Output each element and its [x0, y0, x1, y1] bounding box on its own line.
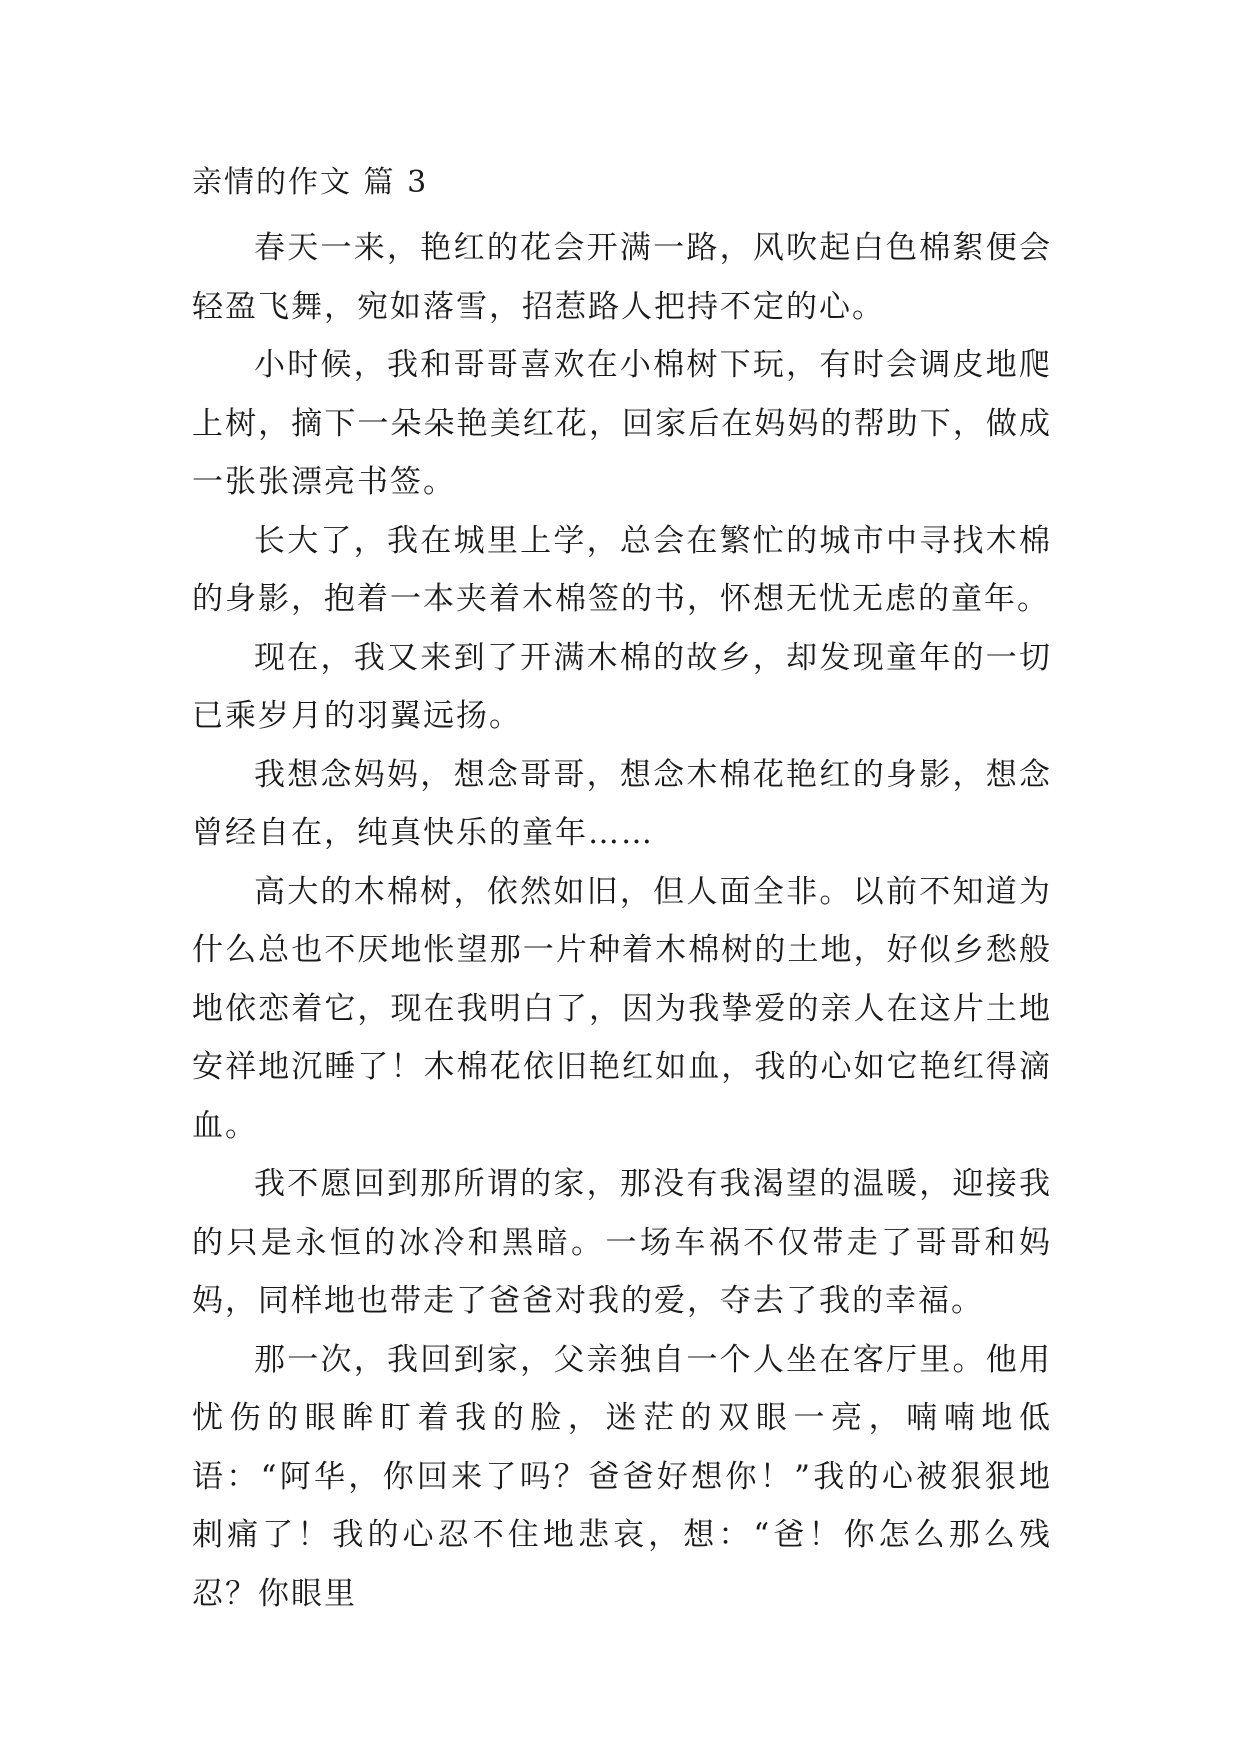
paragraph: 那一次，我回到家，父亲独自一个人坐在客厅里。他用忧伤的眼眸盯着我的脸，迷茫的双眼一亮，喃喃地低语：“阿华，你回来了吗？爸爸好想你！”我的心被狠狠地刺痛了！我的心忍不住地悲哀，想：“爸！你怎么那么残忍？你眼里 — [192, 1341, 1052, 1612]
paragraph: 长大了，我在城里上学，总会在繁忙的城市中寻找木棉的身影，抱着一本夹着木棉签的书，怀想无忧无虑的童年。 — [192, 522, 1052, 617]
paragraph: 小时候，我和哥哥喜欢在小棉树下玩，有时会调皮地爬上树，摘下一朵朵艳美红花，回家后在妈妈的帮助下，做成一张张漂亮书签。 — [192, 347, 1052, 500]
paragraph: 我不愿回到那所谓的家，那没有我渴望的温暖，迎接我的只是永恒的冰冷和黑暗。一场车祸不仅带走了哥哥和妈妈，同样地也带走了爸爸对我的爱，夺去了我的幸福。 — [192, 1166, 1052, 1319]
document-body — [192, 219, 1052, 1623]
paragraph: 春天一来，艳红的花会开满一路，风吹起白色棉絮便会轻盈飞舞，宛如落雪，招惹路人把持不定的心。 — [192, 230, 1052, 325]
paragraph: 高大的木棉树，依然如旧，但人面全非。以前不知道为什么总也不厌地怅望那一片种着木棉树的土地，好似乡愁般地依恋着它，现在我明白了，因为我挚爱的亲人在这片土地安祥地沉睡了！木棉花依旧艳红如血，我的心如它艳红得滴血。 — [192, 873, 1052, 1144]
paragraph: 现在，我又来到了开满木棉的故乡，却发现童年的一切已乘岁月的羽翼远扬。 — [192, 639, 1052, 734]
document-title: 亲情的作文 篇 3 — [192, 165, 429, 200]
paragraph: 我想念妈妈，想念哥哥，想念木棉花艳红的身影，想念曾经自在，纯真快乐的童年…… — [192, 756, 1052, 851]
